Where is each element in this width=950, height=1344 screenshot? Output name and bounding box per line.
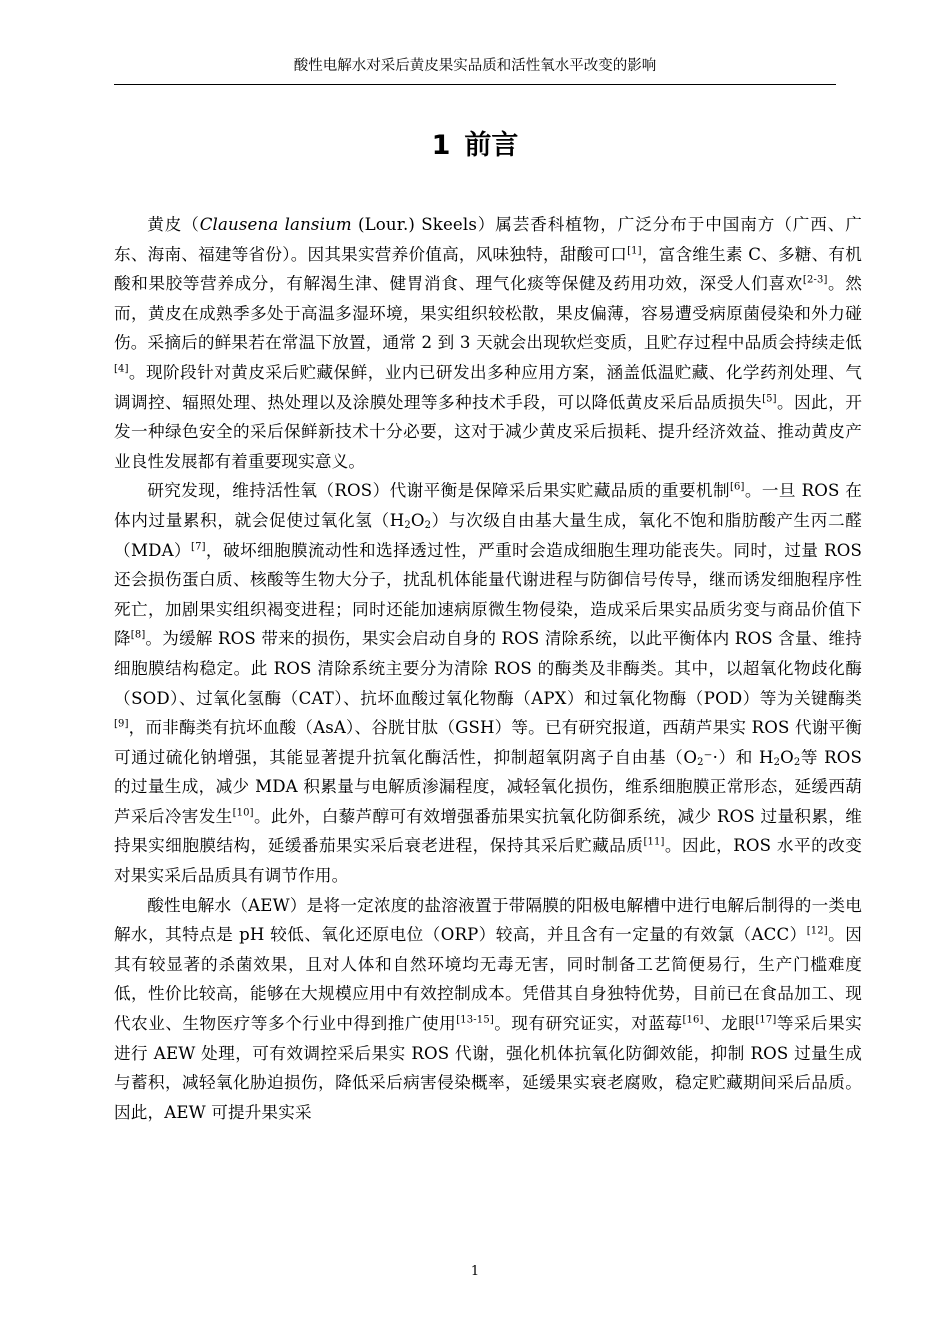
text-run: 。现有研究证实，对蓝莓 — [493, 1014, 683, 1034]
page-number: 1 — [470, 1264, 480, 1279]
text-run: 酸性电解水（AEW）是将一定浓度的盐溶液置于带隔膜的阳极电解槽中进行电解后制得的一类电解水，其特点是 pH 较低、氧化还原电位（ORP）较高，并且含有一定量的有效氯（ACC） — [114, 895, 862, 945]
text-run: 。为缓解 ROS 带来的损伤，果实会启动自身的 ROS 清除系统，以此平衡体内 ROS 含量、维持细胞膜结构稳定。此 ROS 清除系统主要分为清除 ROS 的酶类及非酶类。其中，以超氧化物歧化酶（SOD）、过氧化氢酶（CAT）、抗坏血酸过氧化物酶（APX）和过氧化物酶（POD）等为关键酶类 — [114, 629, 862, 708]
text-run: 。因此，ROS 水平的改变对果实采后品质具有调节作用。 — [114, 836, 862, 886]
text-run: 研究发现，维持活性氧（ROS）代谢平衡是保障采后果实贮藏品质的重要机制 — [147, 481, 730, 501]
text-run: 。此外，白藜芦醇可有效增强番茄果实抗氧化防御系统，减少 ROS 过量积累，维持果实细胞膜结构，延缓番茄果实采后衰老进程，保持其采后贮藏品质 — [114, 806, 862, 856]
chapter-title-text: 前言 — [464, 130, 519, 161]
text-run: 黄皮（ — [147, 215, 200, 234]
citation-ref: [8] — [130, 629, 146, 641]
subscript: 2 — [773, 756, 781, 768]
chapter-number: 1 — [431, 130, 451, 161]
text-run: 、龙眼 — [703, 1014, 756, 1034]
citation-ref: [17] — [755, 1014, 777, 1026]
paragraph-1 — [114, 210, 862, 476]
citation-ref: [5] — [762, 393, 777, 405]
text-run: ，而非酶类有抗坏血酸（AsA）、谷胱甘肽（GSH）等。已有研究报道，西葫芦果实 ROS 代谢平衡可通过硫化钠增强，其能显著提升抗氧化酶活性，抑制超氧阴离子自由基（O — [114, 718, 862, 767]
citation-ref: [12] — [806, 925, 828, 937]
subscript: 2 — [404, 519, 411, 531]
text-run: ，破坏细胞膜流动性和选择透过性，严重时会造成细胞生理功能丧失。同时，过量 ROS 还会损伤蛋白质、核酸等生物大分子，扰乱机体能量代谢进程与防御信号传导，继而诱发细胞程序性死亡，加剧果实组织褐变进程；同时还能加速病原微生物侵染，造成采后果实品质劣变与商品价值下降 — [114, 540, 862, 649]
text-run: 。因其有较显著的杀菌效果，且对人体和自然环境均无毒无害，同时制备工艺简便易行，生产门槛难度低，性价比较高，能够在大规模应用中有效控制成本。凭借其自身独特优势，目前已在食品加工、现代农业、生物医疗等多个行业中得到推广使用 — [114, 925, 862, 1034]
citation-ref: [2-3] — [802, 274, 828, 286]
text-run: O — [780, 747, 794, 767]
text-run: (Lour.) Skeels）属芸香科植物，广泛分布于中国南方（广西、广东、海南、福建等省份）。因其果实营养价值高，风味独特，甜酸可口 — [114, 215, 863, 264]
subscript: 2 — [424, 519, 432, 531]
citation-ref: [10] — [232, 807, 254, 819]
subscript: 2 — [793, 756, 801, 768]
text-run: ⁻·）和 H — [703, 747, 774, 767]
citation-ref: [4] — [114, 363, 129, 375]
citation-ref: [1] — [627, 245, 642, 257]
species-name: Clausena lansium — [199, 215, 352, 234]
chapter-title — [114, 124, 836, 168]
text-run: 。现阶段针对黄皮采后贮藏保鲜，业内已研发出多种应用方案，涵盖低温贮藏、化学药剂处理、气调调控、辐照处理、热处理以及涂膜处理等多种技术手段，可以降低黄皮采后品质损失 — [114, 362, 862, 412]
running-header: 酸性电解水对采后黄皮果实品质和活性氧水平改变的影响 — [293, 58, 657, 74]
text-run: ）与次级自由基大量生成，氧化不饱和脂肪酸产生丙二醛（MDA） — [114, 510, 862, 560]
text-run: 。然而，黄皮在成熟季多处于高温多湿环境，果实组织较松散，果皮偏薄，容易遭受病原菌侵染和外力碰伤。采摘后的鲜果若在常温下放置，通常 2 到 3 天就会出现软烂变质，且贮存过程中品质会持续走低 — [114, 274, 862, 353]
subscript: 2 — [697, 756, 704, 768]
citation-ref: [13-15] — [456, 1014, 494, 1026]
text-run: 。一旦 ROS 在体内过量累积，就会促使过氧化氢（H — [114, 481, 862, 530]
body-text — [114, 210, 862, 1127]
citation-ref: [7] — [191, 541, 206, 553]
text-run: 等 ROS 的过量生成，减少 MDA 积累量与电解质渗漏程度，减轻氧化损伤，维系细胞膜正常形态，延缓西葫芦采后冷害发生 — [114, 747, 863, 826]
citation-ref: [16] — [682, 1014, 704, 1026]
citation-ref: [6] — [729, 481, 745, 493]
citation-ref: [11] — [643, 836, 665, 848]
text-run: ，富含维生素 C、多糖、有机酸和果胶等营养成分，有解渴生津、健胃消食、理气化痰等保健及药用功效，深受人们喜欢 — [114, 244, 862, 294]
header-rule — [114, 84, 836, 85]
text-run: O — [410, 510, 425, 530]
citation-ref: [9] — [114, 718, 129, 730]
text-run: 等采后果实进行 AEW 处理，可有效调控采后果实 ROS 代谢，强化机体抗氧化防御效能，抑制 ROS 过量生成与蓄积，减轻氧化胁迫损伤，降低采后病害侵染概率，延缓果实衰老腐败，稳定贮藏期间采后品质。因此，AEW 可提升果实采 — [114, 1014, 863, 1122]
paragraph-3 — [114, 891, 862, 1128]
paragraph-2 — [114, 476, 862, 890]
text-run: 。因此，开发一种绿色安全的采后保鲜新技术十分必要，这对于减少黄皮采后损耗、提升经济效益、推动黄皮产业良性发展都有着重要现实意义。 — [114, 392, 862, 471]
